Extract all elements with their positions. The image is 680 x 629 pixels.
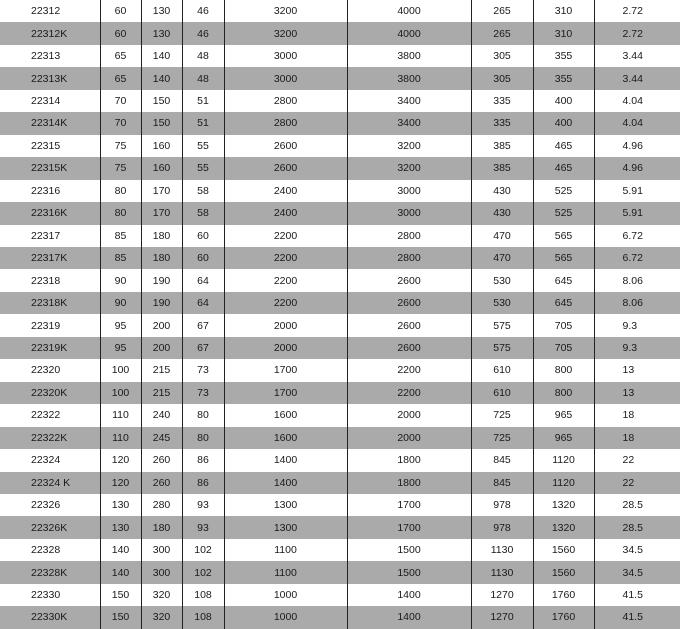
bore-d-cell: 100 — [100, 359, 141, 381]
grease-speed-cell: 3000 — [224, 67, 347, 89]
table-row — [0, 404, 680, 426]
weight-cell: 4.96 — [594, 157, 680, 179]
bore-d-cell: 150 — [100, 606, 141, 628]
dynamic-load-cell: 1270 — [471, 606, 533, 628]
dynamic-load-cell: 385 — [471, 135, 533, 157]
grease-speed-cell: 2200 — [224, 247, 347, 269]
outer-d-cell: 300 — [141, 561, 182, 583]
dynamic-load-cell: 1130 — [471, 539, 533, 561]
weight-cell: 22 — [594, 472, 680, 494]
grease-speed-cell: 1300 — [224, 516, 347, 538]
table-row — [0, 314, 680, 336]
static-load-cell: 645 — [533, 292, 594, 314]
width-b-cell: 102 — [182, 539, 224, 561]
grease-speed-cell: 2200 — [224, 225, 347, 247]
outer-d-cell: 280 — [141, 494, 182, 516]
static-load-cell: 355 — [533, 67, 594, 89]
weight-cell: 8.06 — [622, 274, 643, 287]
static-load-cell: 310 — [533, 22, 594, 44]
width-b-cell: 58 — [182, 202, 224, 224]
grease-speed-cell: 1100 — [224, 561, 347, 583]
bore-d-cell: 85 — [100, 225, 141, 247]
table-row — [0, 359, 680, 381]
weight-cell: 34.5 — [594, 561, 680, 583]
model-number-cell: 22324 K — [0, 472, 100, 494]
model-number-cell: 22316K — [0, 202, 100, 224]
model-number-cell: 22313 — [0, 45, 100, 67]
dynamic-load-cell: 530 — [471, 292, 533, 314]
oil-speed-cell: 1400 — [347, 584, 471, 606]
static-load-cell: 310 — [533, 0, 594, 22]
width-b-cell: 108 — [182, 584, 224, 606]
weight-cell: 13 — [622, 364, 635, 377]
model-number-cell: 22314K — [0, 112, 100, 134]
bore-d-cell: 75 — [100, 135, 141, 157]
dynamic-load-cell: 530 — [471, 269, 533, 291]
weight-cell: 5.91 — [594, 202, 680, 224]
outer-d-cell: 190 — [141, 269, 182, 291]
dynamic-load-cell: 470 — [471, 247, 533, 269]
oil-speed-cell: 3400 — [347, 90, 471, 112]
grease-speed-cell: 3000 — [224, 45, 347, 67]
bore-d-cell: 120 — [100, 472, 141, 494]
width-b-cell: 55 — [182, 135, 224, 157]
weight-cell: 3.44 — [594, 67, 680, 89]
table-row — [0, 157, 680, 179]
model-number-cell: 22314 — [0, 90, 100, 112]
outer-d-cell: 150 — [141, 112, 182, 134]
grease-speed-cell: 2000 — [224, 337, 347, 359]
oil-speed-cell: 1800 — [347, 472, 471, 494]
bore-d-cell: 90 — [100, 269, 141, 291]
oil-speed-cell: 2200 — [347, 359, 471, 381]
weight-cell: 2.72 — [594, 22, 680, 44]
weight-cell: 22 — [622, 454, 635, 467]
oil-speed-cell: 4000 — [347, 0, 471, 22]
grease-speed-cell: 1700 — [224, 359, 347, 381]
dynamic-load-cell: 265 — [471, 0, 533, 22]
outer-d-cell: 170 — [141, 202, 182, 224]
outer-d-cell: 150 — [141, 90, 182, 112]
bore-d-cell: 65 — [100, 45, 141, 67]
table-row — [0, 584, 680, 606]
oil-speed-cell: 4000 — [347, 22, 471, 44]
weight-cell: 4.04 — [594, 112, 680, 134]
oil-speed-cell: 3400 — [347, 112, 471, 134]
width-b-cell: 80 — [182, 427, 224, 449]
dynamic-load-cell: 265 — [471, 22, 533, 44]
static-load-cell: 400 — [533, 90, 594, 112]
bore-d-cell: 70 — [100, 112, 141, 134]
dynamic-load-cell: 610 — [471, 359, 533, 381]
grease-speed-cell: 1600 — [224, 427, 347, 449]
dynamic-load-cell: 385 — [471, 157, 533, 179]
static-load-cell: 355 — [533, 45, 594, 67]
grease-speed-cell: 2400 — [224, 202, 347, 224]
grease-speed-cell: 1700 — [224, 382, 347, 404]
width-b-cell: 48 — [182, 67, 224, 89]
grease-speed-cell: 1100 — [224, 539, 347, 561]
model-number-cell: 22328K — [0, 561, 100, 583]
width-b-cell: 60 — [182, 225, 224, 247]
dynamic-load-cell: 610 — [471, 382, 533, 404]
weight-cell: 18 — [594, 427, 680, 449]
grease-speed-cell: 2800 — [224, 90, 347, 112]
dynamic-load-cell: 978 — [471, 516, 533, 538]
oil-speed-cell: 3000 — [347, 180, 471, 202]
weight-cell: 18 — [622, 409, 635, 422]
model-number-cell: 22322 — [0, 404, 100, 426]
table-row — [0, 606, 680, 628]
static-load-cell: 525 — [533, 202, 594, 224]
model-number-cell: 22320 — [0, 359, 100, 381]
oil-speed-cell: 2600 — [347, 269, 471, 291]
model-number-cell: 22318K — [0, 292, 100, 314]
static-load-cell: 800 — [533, 359, 594, 381]
table-row — [0, 22, 680, 44]
model-number-cell: 22330K — [0, 606, 100, 628]
grease-speed-cell: 3200 — [224, 0, 347, 22]
static-load-cell: 1560 — [533, 561, 594, 583]
width-b-cell: 48 — [182, 45, 224, 67]
bore-d-cell: 95 — [100, 337, 141, 359]
oil-speed-cell: 3200 — [347, 135, 471, 157]
grease-speed-cell: 1600 — [224, 404, 347, 426]
outer-d-cell: 180 — [141, 225, 182, 247]
grease-speed-cell: 2600 — [224, 135, 347, 157]
model-number-cell: 22326 — [0, 494, 100, 516]
width-b-cell: 93 — [182, 516, 224, 538]
weight-cell: 4.04 — [622, 95, 643, 108]
grease-speed-cell: 1000 — [224, 606, 347, 628]
width-b-cell: 64 — [182, 292, 224, 314]
dynamic-load-cell: 575 — [471, 314, 533, 336]
width-b-cell: 60 — [182, 247, 224, 269]
bore-d-cell: 80 — [100, 202, 141, 224]
width-b-cell: 46 — [182, 22, 224, 44]
bore-d-cell: 150 — [100, 584, 141, 606]
oil-speed-cell: 2000 — [347, 427, 471, 449]
width-b-cell: 46 — [182, 0, 224, 22]
width-b-cell: 93 — [182, 494, 224, 516]
static-load-cell: 1320 — [533, 516, 594, 538]
grease-speed-cell: 2400 — [224, 180, 347, 202]
weight-cell: 28.5 — [594, 516, 680, 538]
model-number-cell: 22324 — [0, 449, 100, 471]
oil-speed-cell: 3800 — [347, 45, 471, 67]
bore-d-cell: 110 — [100, 427, 141, 449]
oil-speed-cell: 2600 — [347, 314, 471, 336]
oil-speed-cell: 3200 — [347, 157, 471, 179]
dynamic-load-cell: 430 — [471, 180, 533, 202]
dynamic-load-cell: 978 — [471, 494, 533, 516]
dynamic-load-cell: 725 — [471, 427, 533, 449]
table-row — [0, 202, 680, 224]
weight-cell: 41.5 — [594, 606, 680, 628]
weight-cell: 6.72 — [594, 247, 680, 269]
width-b-cell: 102 — [182, 561, 224, 583]
bore-d-cell: 65 — [100, 67, 141, 89]
static-load-cell: 1320 — [533, 494, 594, 516]
dynamic-load-cell: 1130 — [471, 561, 533, 583]
dynamic-load-cell: 470 — [471, 225, 533, 247]
table-row — [0, 135, 680, 157]
dynamic-load-cell: 335 — [471, 112, 533, 134]
bore-d-cell: 85 — [100, 247, 141, 269]
outer-d-cell: 245 — [141, 427, 182, 449]
oil-speed-cell: 1800 — [347, 449, 471, 471]
outer-d-cell: 200 — [141, 314, 182, 336]
table-row — [0, 427, 680, 449]
table-row — [0, 382, 680, 404]
grease-speed-cell: 1300 — [224, 494, 347, 516]
table-row — [0, 539, 680, 561]
dynamic-load-cell: 845 — [471, 472, 533, 494]
oil-speed-cell: 1500 — [347, 561, 471, 583]
width-b-cell: 73 — [182, 382, 224, 404]
dynamic-load-cell: 335 — [471, 90, 533, 112]
outer-d-cell: 170 — [141, 180, 182, 202]
table-row — [0, 45, 680, 67]
outer-d-cell: 260 — [141, 449, 182, 471]
table-row — [0, 0, 680, 22]
bore-d-cell: 95 — [100, 314, 141, 336]
static-load-cell: 705 — [533, 314, 594, 336]
dynamic-load-cell: 575 — [471, 337, 533, 359]
width-b-cell: 80 — [182, 404, 224, 426]
bore-d-cell: 110 — [100, 404, 141, 426]
bore-d-cell: 120 — [100, 449, 141, 471]
model-number-cell: 22322K — [0, 427, 100, 449]
grease-speed-cell: 1000 — [224, 584, 347, 606]
table-row — [0, 292, 680, 314]
weight-cell: 8.06 — [594, 292, 680, 314]
grease-speed-cell: 2200 — [224, 292, 347, 314]
grease-speed-cell: 2000 — [224, 314, 347, 336]
oil-speed-cell: 2000 — [347, 404, 471, 426]
weight-cell: 28.5 — [622, 499, 643, 512]
model-number-cell: 22317K — [0, 247, 100, 269]
table-row — [0, 225, 680, 247]
table-row — [0, 112, 680, 134]
model-number-cell: 22319 — [0, 314, 100, 336]
dynamic-load-cell: 845 — [471, 449, 533, 471]
weight-cell: 5.91 — [622, 184, 643, 197]
grease-speed-cell: 1400 — [224, 449, 347, 471]
weight-cell: 41.5 — [622, 589, 643, 601]
bore-d-cell: 130 — [100, 516, 141, 538]
weight-cell: 4.96 — [622, 139, 643, 152]
model-number-cell: 22316 — [0, 180, 100, 202]
static-load-cell: 465 — [533, 157, 594, 179]
static-load-cell: 965 — [533, 404, 594, 426]
bore-d-cell: 140 — [100, 561, 141, 583]
width-b-cell: 64 — [182, 269, 224, 291]
grease-speed-cell: 2600 — [224, 157, 347, 179]
outer-d-cell: 240 — [141, 404, 182, 426]
oil-speed-cell: 3800 — [347, 67, 471, 89]
outer-d-cell: 140 — [141, 45, 182, 67]
weight-cell: 13 — [594, 382, 680, 404]
table-row — [0, 472, 680, 494]
table-row — [0, 90, 680, 112]
outer-d-cell: 215 — [141, 382, 182, 404]
width-b-cell: 58 — [182, 180, 224, 202]
oil-speed-cell: 1700 — [347, 494, 471, 516]
bore-d-cell: 60 — [100, 0, 141, 22]
model-number-cell: 22330 — [0, 584, 100, 606]
static-load-cell: 1760 — [533, 584, 594, 606]
width-b-cell: 108 — [182, 606, 224, 628]
oil-speed-cell: 2800 — [347, 247, 471, 269]
oil-speed-cell: 1400 — [347, 606, 471, 628]
model-number-cell: 22326K — [0, 516, 100, 538]
static-load-cell: 1560 — [533, 539, 594, 561]
oil-speed-cell: 2600 — [347, 337, 471, 359]
grease-speed-cell: 3200 — [224, 22, 347, 44]
outer-d-cell: 140 — [141, 67, 182, 89]
static-load-cell: 1120 — [533, 472, 594, 494]
width-b-cell: 55 — [182, 157, 224, 179]
table-row — [0, 516, 680, 538]
weight-cell: 6.72 — [622, 229, 643, 242]
width-b-cell: 86 — [182, 449, 224, 471]
weight-cell: 3.44 — [622, 50, 643, 63]
grease-speed-cell: 1400 — [224, 472, 347, 494]
outer-d-cell: 130 — [141, 0, 182, 22]
static-load-cell: 1760 — [533, 606, 594, 628]
static-load-cell: 565 — [533, 225, 594, 247]
oil-speed-cell: 2200 — [347, 382, 471, 404]
table-row — [0, 561, 680, 583]
outer-d-cell: 180 — [141, 247, 182, 269]
static-load-cell: 965 — [533, 427, 594, 449]
static-load-cell: 525 — [533, 180, 594, 202]
model-number-cell: 22317 — [0, 225, 100, 247]
dynamic-load-cell: 305 — [471, 67, 533, 89]
static-load-cell: 465 — [533, 135, 594, 157]
weight-cell: 2.72 — [622, 5, 643, 18]
weight-cell: 9.3 — [594, 337, 680, 359]
outer-d-cell: 190 — [141, 292, 182, 314]
outer-d-cell: 320 — [141, 584, 182, 606]
model-number-cell: 22313K — [0, 67, 100, 89]
static-load-cell: 800 — [533, 382, 594, 404]
width-b-cell: 86 — [182, 472, 224, 494]
width-b-cell: 67 — [182, 314, 224, 336]
outer-d-cell: 130 — [141, 22, 182, 44]
model-number-cell: 22312 — [0, 0, 100, 22]
dynamic-load-cell: 1270 — [471, 584, 533, 606]
width-b-cell: 67 — [182, 337, 224, 359]
width-b-cell: 51 — [182, 90, 224, 112]
outer-d-cell: 260 — [141, 472, 182, 494]
oil-speed-cell: 3000 — [347, 202, 471, 224]
bore-d-cell: 100 — [100, 382, 141, 404]
table-row — [0, 449, 680, 471]
bore-d-cell: 70 — [100, 90, 141, 112]
table-row — [0, 67, 680, 89]
model-number-cell: 22312K — [0, 22, 100, 44]
static-load-cell: 1120 — [533, 449, 594, 471]
table-row — [0, 269, 680, 291]
model-number-cell: 22318 — [0, 269, 100, 291]
grease-speed-cell: 2200 — [224, 269, 347, 291]
outer-d-cell: 200 — [141, 337, 182, 359]
model-number-cell: 22320K — [0, 382, 100, 404]
outer-d-cell: 300 — [141, 539, 182, 561]
outer-d-cell: 160 — [141, 157, 182, 179]
table-row — [0, 247, 680, 269]
model-number-cell: 22319K — [0, 337, 100, 359]
outer-d-cell: 160 — [141, 135, 182, 157]
bore-d-cell: 140 — [100, 539, 141, 561]
dynamic-load-cell: 305 — [471, 45, 533, 67]
bore-d-cell: 90 — [100, 292, 141, 314]
oil-speed-cell: 2800 — [347, 225, 471, 247]
static-load-cell: 705 — [533, 337, 594, 359]
dynamic-load-cell: 725 — [471, 404, 533, 426]
static-load-cell: 565 — [533, 247, 594, 269]
width-b-cell: 51 — [182, 112, 224, 134]
oil-speed-cell: 2600 — [347, 292, 471, 314]
grease-speed-cell: 2800 — [224, 112, 347, 134]
table-row — [0, 337, 680, 359]
dynamic-load-cell: 430 — [471, 202, 533, 224]
weight-cell: 9.3 — [622, 319, 638, 332]
weight-cell: 34.5 — [622, 544, 643, 557]
bore-d-cell: 60 — [100, 22, 141, 44]
outer-d-cell: 180 — [141, 516, 182, 538]
width-b-cell: 73 — [182, 359, 224, 381]
static-load-cell: 400 — [533, 112, 594, 134]
bore-d-cell: 75 — [100, 157, 141, 179]
table-row — [0, 494, 680, 516]
model-number-cell: 22328 — [0, 539, 100, 561]
model-number-cell: 22315K — [0, 157, 100, 179]
bore-d-cell: 80 — [100, 180, 141, 202]
outer-d-cell: 215 — [141, 359, 182, 381]
oil-speed-cell: 1700 — [347, 516, 471, 538]
bore-d-cell: 130 — [100, 494, 141, 516]
model-number-cell: 22315 — [0, 135, 100, 157]
oil-speed-cell: 1500 — [347, 539, 471, 561]
outer-d-cell: 320 — [141, 606, 182, 628]
table-row — [0, 180, 680, 202]
static-load-cell: 645 — [533, 269, 594, 291]
